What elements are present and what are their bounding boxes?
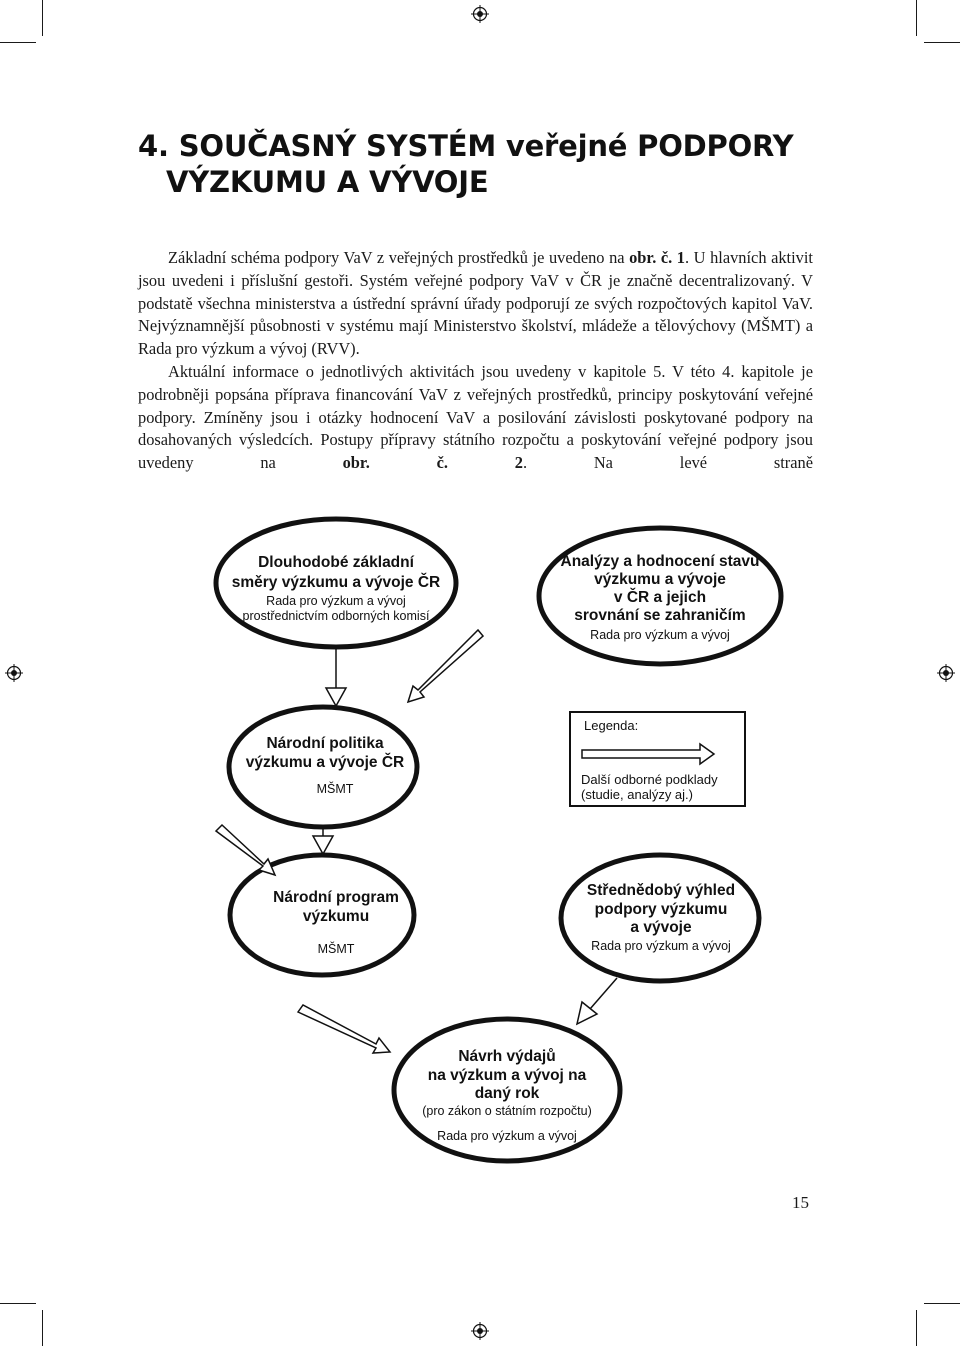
page-number: 15 <box>792 1193 809 1212</box>
node-navrh-title-1: Návrh výdajů <box>458 1048 556 1065</box>
legend-line-2: (studie, analýzy aj.) <box>581 787 693 802</box>
legend-title: Legenda: <box>584 718 639 733</box>
node-navrh-title-3: daný rok <box>474 1085 540 1102</box>
arrow-politika-to-program <box>313 828 333 854</box>
hollow-arrow-analyzy-to-dlouhodobe <box>408 630 483 702</box>
hollow-arrow-to-program <box>216 825 275 875</box>
node-dlouhodobe-title-1: Dlouhodobé základní <box>258 554 414 571</box>
hollow-arrow-to-navrh <box>298 1005 390 1053</box>
chapter-heading-line-2: VÝZKUMU A VÝVOJE <box>166 165 489 199</box>
node-navrh-sub-1: (pro zákon o státním rozpočtu) <box>422 1104 592 1118</box>
node-analyzy-title-4: srovnání se zahraničím <box>574 607 746 624</box>
node-program-title-1: Národní program <box>273 889 399 906</box>
paragraph-1: Základní schéma podpory VaV z veřejných prostředků je uvedeno na obr. č. 1. U hlavních aktivit jsou uvedeni i příslušní gestoři. Systém veřejné podpory VaV v ČR je značně decentralizovaný. V podstatě všechna ministerstva a ústřední správní úřady podporují ze svých rozpočtových kapitol VaV. Nejvýznamnější působnosti v systému mají Ministerstvo školství, mládeže a tělovýchovy (MŠMT) a Rada pro výzkum a vývoj (RVV). <box>138 248 813 359</box>
paragraph-2: Aktuální informace o jednotlivých aktivitách jsou uvedeny v kapitole 5. V této 4. kapitole je podrobněji popsána příprava financování VaV z veřejných prostředků, principy poskytování veřejné podpory. Zmíněny jsou i otázky hodnocení VaV a posilování závislosti poskytované podpory na dosahovaných výsledcích. Postupy přípravy státního rozpočtu a poskytování veřejné podpory jsou uvedeny na obr. č. 2. Na levé straně <box>138 361 813 473</box>
node-vyhled-title-3: a vývoje <box>630 919 692 936</box>
arrow-dlouhodobe-to-politika <box>326 648 346 706</box>
node-vyhled-title-2: podpory výzkumu <box>594 901 728 918</box>
node-politika-sub-1: MŠMT <box>316 782 354 796</box>
node-analyzy-title-2: výzkumu a vývoje <box>594 571 726 588</box>
node-navrh-sub-2: Rada pro výzkum a vývoj <box>437 1129 577 1143</box>
node-analyzy-title-1: Analýzy a hodnocení stavu <box>560 553 760 570</box>
chapter-heading-line-1: 4. SOUČASNÝ SYSTÉM veřejné PODPORY <box>138 129 794 163</box>
node-vyhled-title-1: Střednědobý výhled <box>586 882 736 899</box>
node-program-title-2: výzkumu <box>302 908 370 925</box>
legend-line-1: Další odborné podklady <box>581 772 718 787</box>
figure-reference-1: obr. č. 1 <box>629 248 685 267</box>
node-politika-title-2: výzkumu a vývoje ČR <box>245 754 405 771</box>
node-politika-title-1: Národní politika <box>266 735 384 752</box>
arrow-vyhled-to-navrh <box>577 978 617 1024</box>
node-navrh-title-2: na výzkum a vývoj na <box>427 1067 587 1084</box>
node-program-sub-1: MŠMT <box>317 942 355 956</box>
node-vyhled-sub-1: Rada pro výzkum a vývoj <box>591 939 731 953</box>
node-analyzy-title-3: v ČR a jejich <box>613 589 707 606</box>
node-vyhled-ellipse <box>561 855 759 981</box>
node-dlouhodobe-sub-2: prostřednictvím odborných komisí <box>242 609 430 623</box>
node-dlouhodobe-sub-1: Rada pro výzkum a vývoj <box>266 594 406 608</box>
node-dlouhodobe-title-2: směry výzkumu a vývoje ČR <box>231 574 441 591</box>
node-analyzy-sub-1: Rada pro výzkum a vývoj <box>590 628 730 642</box>
figure-reference-2: obr. č. 2 <box>342 453 523 473</box>
